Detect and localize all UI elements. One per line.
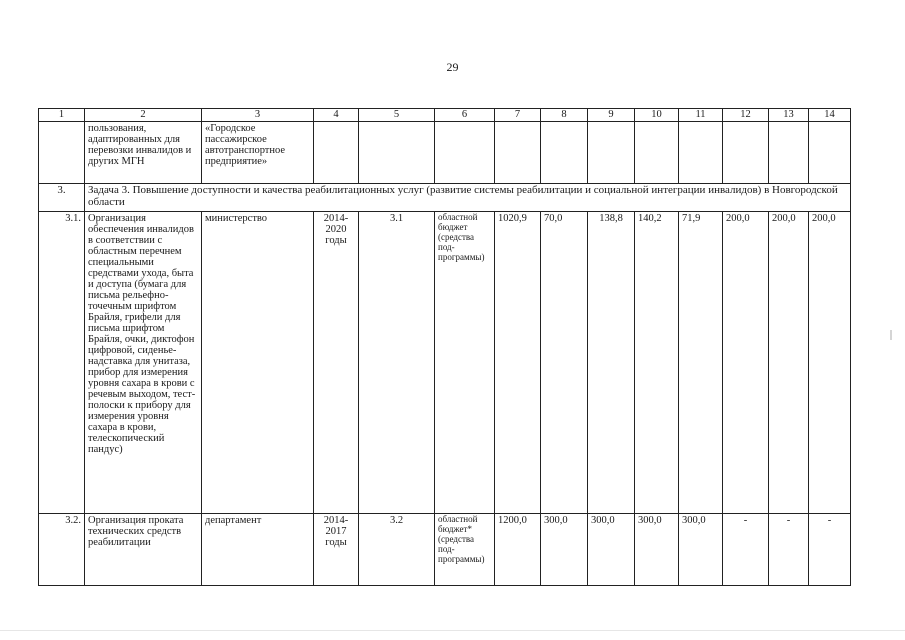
funding-source: областной бюджет (средства под-программы) <box>435 212 495 514</box>
col-header: 14 <box>809 109 851 122</box>
col-header: 9 <box>588 109 635 122</box>
program-table <box>38 108 851 586</box>
column-numbers-row <box>39 109 851 122</box>
executor-continued: «Городское пассажирское автотранспортное предприятие» <box>202 122 314 184</box>
funding-source: областной бюджет* (средства под-программы) <box>435 514 495 586</box>
year-value: 200,0 <box>723 212 769 514</box>
executor: министерство <box>202 212 314 514</box>
year-value: 300,0 <box>588 514 635 586</box>
table-row <box>39 212 851 514</box>
year-value: 300,0 <box>635 514 679 586</box>
page-number: 29 <box>446 60 459 74</box>
measure-name: Организация обеспечения инвалидов в соответствии с областным перечнем специальными средствами ухода, быта и доступа (бумага для письма рельефно-точечным шрифтом Брайля, грифели для письма шрифтом Брайля, очки, диктофон цифровой, сиденье-надставка для унитаза, прибор для измерения уровня сахара в крови с речевым выходом, тест-полоски к прибору для измерения уровня сахара в крови, телескопический пандус) <box>85 212 202 514</box>
target-indicator: 3.1 <box>359 212 435 514</box>
year-value: - <box>809 514 851 586</box>
years: 2014-2020 годы <box>314 212 359 514</box>
col-header: 4 <box>314 109 359 122</box>
year-value: - <box>723 514 769 586</box>
year-value: 138,8 <box>588 212 635 514</box>
target-indicator: 3.2 <box>359 514 435 586</box>
col-header: 13 <box>769 109 809 122</box>
year-value: 300,0 <box>541 514 588 586</box>
col-header: 2 <box>85 109 202 122</box>
scan-artifact-line <box>0 630 905 631</box>
row-number: 3.1. <box>39 212 85 514</box>
year-value: 200,0 <box>769 212 809 514</box>
year-value: 71,9 <box>679 212 723 514</box>
measure-name: Организация проката технических средств реабилитации <box>85 514 202 586</box>
row-number: 3.2. <box>39 514 85 586</box>
measure-name-continued: пользования, адаптированных для перевозки инвалидов и других МГН <box>85 122 202 184</box>
task-row <box>39 184 851 212</box>
col-header: 5 <box>359 109 435 122</box>
col-header: 10 <box>635 109 679 122</box>
col-header: 6 <box>435 109 495 122</box>
total-value: 1020,9 <box>495 212 541 514</box>
total-value: 1200,0 <box>495 514 541 586</box>
year-value: 140,2 <box>635 212 679 514</box>
scan-edge-mark <box>890 330 892 340</box>
year-value: 200,0 <box>809 212 851 514</box>
col-header: 7 <box>495 109 541 122</box>
table-row <box>39 514 851 586</box>
table-row <box>39 122 851 184</box>
col-header: 11 <box>679 109 723 122</box>
year-value: 70,0 <box>541 212 588 514</box>
col-header: 3 <box>202 109 314 122</box>
years: 2014-2017 годы <box>314 514 359 586</box>
col-header: 1 <box>39 109 85 122</box>
task-number: 3. <box>39 184 85 212</box>
col-header: 8 <box>541 109 588 122</box>
col-header: 12 <box>723 109 769 122</box>
year-value: - <box>769 514 809 586</box>
year-value: 300,0 <box>679 514 723 586</box>
task-title: Задача 3. Повышение доступности и качества реабилитационных услуг (развитие системы реабилитации и социальной интеграции инвалидов) в Новгородской области <box>85 184 851 212</box>
executor: департамент <box>202 514 314 586</box>
